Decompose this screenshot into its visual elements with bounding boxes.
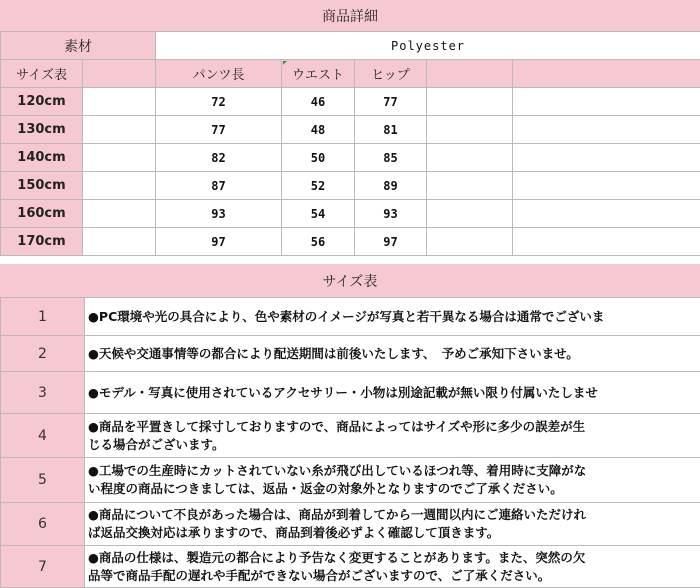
blank-cell (427, 144, 513, 172)
note-row (1, 414, 700, 458)
blank-cell (513, 200, 700, 228)
blank-cell (83, 116, 156, 144)
note-text-line: ば返品交換対応は承りますので、商品到着後必ずよく確認して頂きます。 (88, 524, 700, 542)
hip-cell: 97 (355, 228, 427, 256)
note-row (1, 546, 700, 588)
waist-cell: 48 (282, 116, 355, 144)
note-text-line: い程度の商品につきましては、返品・返金の対象外となりますのでご了承ください。 (88, 480, 700, 498)
column-header-pants-length: パンツ長 (156, 60, 282, 88)
waist-cell: 46 (282, 88, 355, 116)
note-number: 1 (1, 298, 85, 336)
waist-cell: 56 (282, 228, 355, 256)
blank-cell (513, 88, 700, 116)
pants-length-cell: 97 (156, 228, 282, 256)
hip-cell: 77 (355, 88, 427, 116)
note-text-line: ●商品を平置きして採寸しておりますので、商品によってはサイズや形に多少の誤差が生 (88, 418, 700, 436)
blank-cell (83, 200, 156, 228)
table-row (1, 200, 700, 228)
pants-length-cell: 82 (156, 144, 282, 172)
note-number: 3 (1, 372, 85, 414)
note-row (1, 503, 700, 546)
comment-marker-icon (283, 61, 287, 65)
note-row (1, 298, 700, 336)
page-title-band (0, 0, 700, 31)
blank-cell (427, 200, 513, 228)
size-label: 120cm (1, 88, 83, 116)
pants-length-cell: 77 (156, 116, 282, 144)
note-text-line: ●工場での生産時にカットされていない糸が飛び出しているほつれ等、着用時に支障がな (88, 462, 700, 480)
pants-length-cell: 87 (156, 172, 282, 200)
header-blank-cell (427, 60, 513, 88)
blank-cell (427, 172, 513, 200)
hip-cell: 81 (355, 116, 427, 144)
blank-cell (427, 88, 513, 116)
pants-length-cell: 93 (156, 200, 282, 228)
size-label: 170cm (1, 228, 83, 256)
notes-title-band (0, 264, 700, 297)
note-text: ●PC環境や光の具合により、色や素材のイメージが写真と若干異なる場合は通常でございま (85, 298, 700, 336)
page-title: 商品詳細 (322, 6, 378, 26)
note-row (1, 458, 700, 503)
size-header-label: サイズ表 (1, 60, 83, 88)
blank-cell (513, 172, 700, 200)
note-row (1, 372, 700, 414)
notes-table (0, 297, 700, 588)
note-text-line: じる場合がございます。 (88, 436, 700, 454)
waist-cell: 50 (282, 144, 355, 172)
note-number: 6 (1, 503, 85, 546)
note-text (85, 546, 700, 588)
pants-length-cell: 72 (156, 88, 282, 116)
note-text (85, 458, 700, 503)
note-text (85, 503, 700, 546)
blank-cell (513, 228, 700, 256)
size-label: 140cm (1, 144, 83, 172)
blank-cell (83, 88, 156, 116)
note-text-line: 品等で商品手配の遅れや手配ができない場合がございますので、ご了承ください。 (88, 567, 700, 585)
note-number: 7 (1, 546, 85, 588)
size-table (0, 31, 700, 256)
size-label: 150cm (1, 172, 83, 200)
column-header-waist (282, 60, 355, 88)
waist-cell: 52 (282, 172, 355, 200)
material-value: Polyester (156, 32, 700, 60)
header-blank-cell (513, 60, 700, 88)
material-label: 素材 (1, 32, 156, 60)
table-row (1, 88, 700, 116)
blank-cell (427, 228, 513, 256)
blank-cell (513, 116, 700, 144)
size-label: 130cm (1, 116, 83, 144)
blank-cell (513, 144, 700, 172)
column-header-hip: ヒップ (355, 60, 427, 88)
table-row (1, 228, 700, 256)
note-text-line: ●商品について不良があった場合は、商品が到着してから一週間以内にご連絡いただけれ (88, 506, 700, 524)
table-row (1, 172, 700, 200)
note-text: ●天候や交通事情等の都合により配送期間は前後いたします、 予めご承知下さいませ。 (85, 336, 700, 372)
note-text (85, 414, 700, 458)
table-row (1, 116, 700, 144)
table-row (1, 144, 700, 172)
note-text: ●モデル・写真に使用されているアクセサリー・小物は別途記載が無い限り付属いたしませ (85, 372, 700, 414)
header-blank-cell (83, 60, 156, 88)
column-header-waist-label: ウエスト (292, 68, 344, 83)
note-row (1, 336, 700, 372)
blank-cell (83, 228, 156, 256)
blank-cell (83, 144, 156, 172)
hip-cell: 93 (355, 200, 427, 228)
note-number: 4 (1, 414, 85, 458)
hip-cell: 85 (355, 144, 427, 172)
size-label: 160cm (1, 200, 83, 228)
waist-cell: 54 (282, 200, 355, 228)
note-number: 5 (1, 458, 85, 503)
size-header-row (1, 60, 700, 88)
notes-title: サイズ表 (323, 271, 378, 291)
blank-cell (427, 116, 513, 144)
hip-cell: 89 (355, 172, 427, 200)
note-text-line: ●商品の仕様は、製造元の都合により予告なく変更することがあります。また、突然の欠 (88, 549, 700, 567)
note-number: 2 (1, 336, 85, 372)
material-row (1, 32, 700, 60)
blank-cell (83, 172, 156, 200)
